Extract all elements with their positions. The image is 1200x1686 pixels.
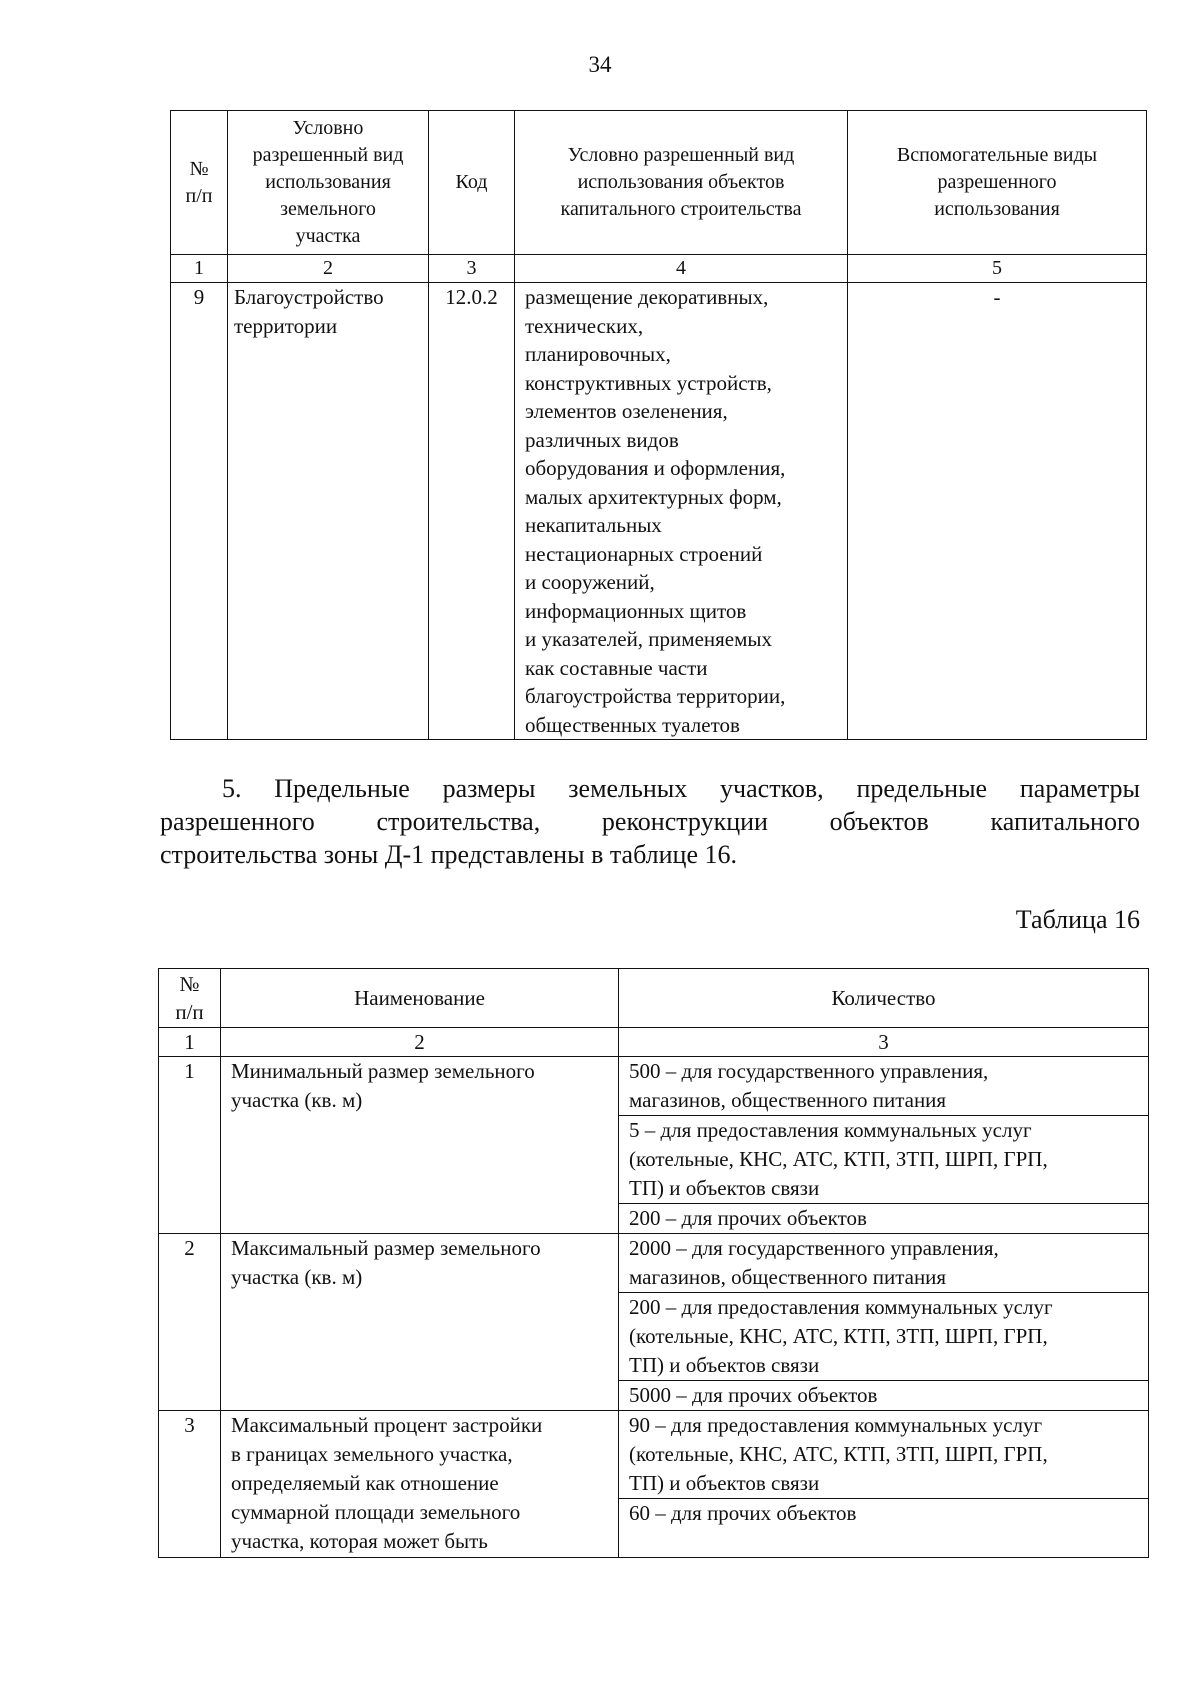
text-line: в границах земельного участка, [231, 1442, 513, 1466]
page-number: 34 [588, 52, 612, 77]
text-line: (котельные, КНС, АТС, КТП, ЗТП, ШРП, ГРП, [629, 1147, 1048, 1171]
text-line: информационных щитов [525, 598, 747, 623]
auxiliary-use: - [848, 283, 1147, 740]
text-line: суммарной площади земельного [231, 1500, 521, 1524]
text-line: п/п [175, 1000, 204, 1024]
header-cell: Наименование [221, 969, 619, 1028]
column-number: 5 [848, 255, 1147, 283]
text-line: 200 – для предоставления коммунальных услуг [629, 1295, 1053, 1319]
parameter-name [221, 1411, 619, 1558]
land-use-name [228, 283, 429, 740]
text-line: магазинов, общественного питания [629, 1265, 947, 1289]
text-line: размещение декоративных, [525, 285, 769, 309]
parameter-value: 200 – для прочих объектов [619, 1204, 1149, 1234]
header-cell [228, 111, 429, 255]
header-cell [159, 969, 221, 1028]
text-line: Максимальный процент застройки [231, 1413, 543, 1437]
header-cell [171, 111, 228, 255]
text-line: элементов озеленения, [525, 399, 728, 423]
text-line: Вспомогательные виды [896, 144, 1098, 166]
text-line: Благоустройство [234, 285, 384, 309]
column-number: 3 [619, 1028, 1149, 1057]
text-line: конструктивных устройств, [525, 370, 772, 395]
paragraph-line: строительства зоны Д-1 представлены в таблице 16. [160, 840, 737, 869]
text-line: № [189, 157, 209, 180]
text-line: использования [934, 198, 1060, 220]
paragraph-5 [160, 772, 1140, 871]
column-number: 3 [429, 255, 515, 283]
header-cell: Количество [619, 969, 1149, 1028]
text-line: ТП) и объектов связи [629, 1353, 820, 1377]
text-line: использования объектов [577, 171, 785, 193]
text-line: участка (кв. м) [231, 1265, 363, 1289]
text-line: разрешенного [937, 171, 1057, 193]
land-use-table [170, 110, 1147, 740]
text-line: № [179, 972, 200, 996]
text-line: п/п [185, 184, 213, 207]
parameter-value [619, 1293, 1149, 1381]
row-number: 1 [159, 1057, 221, 1234]
text-line: разрешенный вид [252, 144, 404, 166]
column-number: 1 [171, 255, 228, 283]
text-line: Условно разрешенный вид [567, 144, 795, 166]
text-line: ТП) и объектов связи [629, 1176, 820, 1200]
column-number: 1 [159, 1028, 221, 1057]
row-number: 3 [159, 1411, 221, 1558]
parameter-value [619, 1057, 1149, 1116]
text-line: и сооружений, [525, 570, 655, 594]
table-row [159, 1411, 1149, 1499]
table-header-row [159, 969, 1149, 1028]
text-line: территории [234, 313, 338, 338]
text-line: 90 – для предоставления коммунальных услуг [629, 1413, 1043, 1437]
parameter-value: 5000 – для прочих объектов [619, 1381, 1149, 1411]
row-number: 2 [159, 1234, 221, 1411]
header-cell [429, 111, 515, 255]
text-line: различных видов [525, 427, 679, 452]
parameter-value: 60 – для прочих объектов [619, 1499, 1149, 1558]
text-line: Максимальный размер земельного [231, 1236, 541, 1260]
text-line: определяемый как отношение [231, 1471, 499, 1495]
text-line: 2000 – для государственного управления, [629, 1236, 999, 1260]
column-number: 4 [515, 255, 848, 283]
text-line: малых архитектурных форм, [525, 484, 782, 509]
header-cell [515, 111, 848, 255]
parameter-value [619, 1234, 1149, 1293]
text-line: (котельные, КНС, АТС, КТП, ЗТП, ШРП, ГРП, [629, 1324, 1048, 1348]
text-line: Код [455, 171, 488, 193]
table-header-row [171, 111, 1147, 255]
text-line: планировочных, [525, 342, 671, 366]
table-row [171, 283, 1147, 740]
text-line: как составные части [525, 655, 708, 680]
text-line: нестационарных строений [525, 541, 763, 566]
column-number-row [159, 1028, 1149, 1057]
table-row [159, 1234, 1149, 1293]
column-number: 2 [221, 1028, 619, 1057]
text-line: участка, которая может быть [231, 1529, 488, 1553]
text-line: участка (кв. м) [231, 1088, 363, 1112]
text-line: и указателей, применяемых [525, 627, 773, 651]
text-line: магазинов, общественного питания [629, 1088, 947, 1112]
table-row [159, 1057, 1149, 1116]
text-line: Условно [292, 117, 364, 139]
parameter-name [221, 1057, 619, 1234]
text-line: технических, [525, 313, 644, 338]
parameter-value [619, 1411, 1149, 1499]
text-line: капитального строительства [560, 198, 802, 220]
header-cell [848, 111, 1147, 255]
text-line: использования [265, 171, 391, 193]
text-line: Минимальный размер земельного [231, 1059, 535, 1083]
table-caption: Таблица 16 [1015, 905, 1140, 934]
text-line: некапитальных [525, 513, 662, 537]
column-number: 2 [228, 255, 429, 283]
text-line: ТП) и объектов связи [629, 1471, 820, 1495]
land-use-code: 12.0.2 [429, 283, 515, 740]
text-line: 5 – для предоставления коммунальных услуг [629, 1118, 1032, 1142]
text-line: 500 – для государственного управления, [629, 1059, 989, 1083]
paragraph-line: 5. Предельные размеры земельных участков, предельные параметры [222, 774, 1140, 803]
text-line: земельного [280, 198, 376, 220]
paragraph-line: разрешенного строительства, реконструкции объектов капитального [160, 807, 1140, 836]
text-line: общественных туалетов [525, 712, 740, 737]
row-number: 9 [171, 283, 228, 740]
text-line: оборудования и оформления, [525, 456, 786, 480]
text-line: благоустройства территории, [525, 684, 786, 708]
parameter-name [221, 1234, 619, 1411]
text-line: участка [295, 225, 361, 247]
parameters-table [158, 968, 1149, 1558]
column-number-row [171, 255, 1147, 283]
land-use-description [515, 283, 848, 740]
parameter-value [619, 1116, 1149, 1204]
text-line: (котельные, КНС, АТС, КТП, ЗТП, ШРП, ГРП, [629, 1442, 1048, 1466]
